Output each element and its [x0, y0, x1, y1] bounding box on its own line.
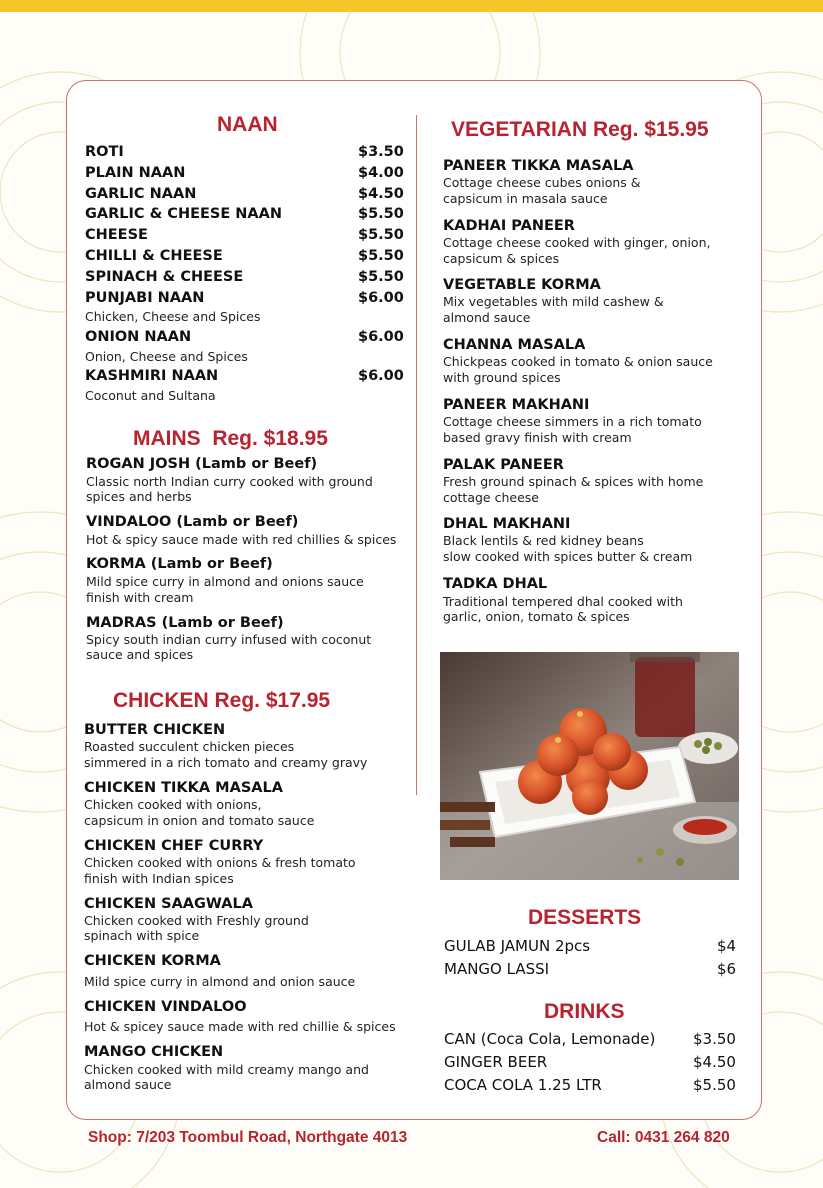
chicken-item-desc: Chicken cooked with onions & fresh tomato [84, 855, 356, 870]
dessert-item-price: $6 [717, 960, 737, 978]
vegetarian-item-name: PANEER TIKKA MASALA [443, 158, 634, 174]
chicken-item-desc: Chicken cooked with Freshly ground [84, 913, 309, 928]
vegetarian-item-name: CHANNA MASALA [443, 337, 586, 353]
vegetarian-item-desc: Mix vegetables with mild cashew & [443, 294, 664, 309]
naan-item-price: $6.00 [358, 368, 404, 384]
naan-item-price: $6.00 [358, 290, 404, 306]
chicken-item-name: CHICKEN SAAGWALA [84, 896, 253, 912]
chicken-item-desc: Chicken cooked with mild creamy mango and [84, 1062, 369, 1077]
chicken-item-desc: simmered in a rich tomato and creamy gravy [84, 755, 368, 770]
mains-item-name: KORMA (Lamb or Beef) [86, 556, 273, 572]
vegetarian-heading: VEGETARIAN Reg. $15.95 [451, 118, 709, 141]
mains-item-desc: Hot & spicy sauce made with red chillies & spices [86, 532, 397, 547]
chicken-heading: CHICKEN Reg. $17.95 [113, 689, 331, 712]
chicken-item-desc: capsicum in onion and tomato sauce [84, 813, 315, 828]
dessert-item-name: GULAB JAMUN 2pcs [444, 937, 591, 955]
footer-address: Shop: 7/203 Toombul Road, Northgate 4013 [88, 1129, 408, 1146]
mains-item-desc: sauce and spices [86, 647, 194, 662]
chicken-item-name: BUTTER CHICKEN [84, 722, 226, 738]
vegetarian-item-desc: cottage cheese [443, 490, 539, 505]
vegetarian-item-name: PALAK PANEER [443, 457, 564, 473]
drinks-heading: DRINKS [544, 1000, 625, 1023]
vegetarian-item-desc: Cottage cheese simmers in a rich tomato [443, 414, 702, 429]
naan-item-name: SPINACH & CHEESE [85, 269, 244, 285]
dessert-item-name: MANGO LASSI [444, 960, 550, 978]
naan-item-price: $4.00 [358, 165, 404, 181]
vegetarian-item-desc: Cottage cheese cubes onions & [443, 175, 641, 190]
mains-item-name: ROGAN JOSH (Lamb or Beef) [86, 456, 318, 472]
naan-item-price: $4.50 [358, 186, 404, 202]
gulab-jamun-photo [440, 652, 739, 880]
vegetarian-item-desc: almond sauce [443, 310, 531, 325]
mains-item-name: VINDALOO (Lamb or Beef) [86, 514, 299, 530]
mains-item-desc: finish with cream [86, 590, 194, 605]
drink-item-name: GINGER BEER [444, 1053, 548, 1071]
naan-item-name: ONION NAAN [85, 329, 192, 345]
vegetarian-item-desc: capsicum in masala sauce [443, 191, 608, 206]
vegetarian-item-desc: slow cooked with spices butter & cream [443, 549, 693, 564]
vegetarian-item-desc: based gravy finish with cream [443, 430, 632, 445]
vegetarian-item-desc: capsicum & spices [443, 251, 560, 266]
chicken-item-name: CHICKEN TIKKA MASALA [84, 780, 283, 796]
naan-item-name: ROTI [85, 144, 124, 160]
naan-item-name: GARLIC NAAN [85, 186, 197, 202]
naan-item-name: KASHMIRI NAAN [85, 368, 219, 384]
naan-item-name: PLAIN NAAN [85, 165, 186, 181]
mains-item-name: MADRAS (Lamb or Beef) [86, 615, 284, 631]
vegetarian-item-desc: with ground spices [443, 370, 561, 385]
dessert-item-price: $4 [717, 937, 737, 955]
naan-item-desc: Chicken, Cheese and Spices [85, 309, 261, 324]
mains-item-desc: spices and herbs [86, 489, 192, 504]
top-accent-bar [0, 0, 823, 12]
chicken-item-desc: Roasted succulent chicken pieces [84, 739, 295, 754]
naan-item-price: $5.50 [358, 206, 404, 222]
chicken-item-desc: almond sauce [84, 1077, 172, 1092]
naan-item-desc: Coconut and Sultana [85, 388, 216, 403]
vegetarian-item-desc: Black lentils & red kidney beans [443, 533, 644, 548]
chicken-item-name: CHICKEN CHEF CURRY [84, 838, 264, 854]
drink-item-price: $4.50 [693, 1053, 736, 1071]
naan-item-price: $6.00 [358, 329, 404, 345]
mains-item-desc: Classic north Indian curry cooked with ground [86, 474, 373, 489]
drink-item-name: CAN (Coca Cola, Lemonade) [444, 1030, 656, 1048]
vegetarian-item-desc: Chickpeas cooked in tomato & onion sauce [443, 354, 713, 369]
vegetarian-item-desc: Traditional tempered dhal cooked with [443, 594, 683, 609]
chicken-item-desc: Chicken cooked with onions, [84, 797, 262, 812]
naan-item-price: $5.50 [358, 227, 404, 243]
chicken-item-name: CHICKEN KORMA [84, 953, 221, 969]
naan-item-name: GARLIC & CHEESE NAAN [85, 206, 283, 222]
vegetarian-item-desc: Cottage cheese cooked with ginger, onion, [443, 235, 711, 250]
drink-item-price: $3.50 [693, 1030, 736, 1048]
mains-item-desc: Mild spice curry in almond and onions sauce [86, 574, 364, 589]
desserts-heading: DESSERTS [528, 906, 642, 929]
column-divider [416, 115, 417, 795]
naan-item-name: PUNJABI NAAN [85, 290, 205, 306]
naan-item-price: $3.50 [358, 144, 404, 160]
naan-item-name: CHEESE [85, 227, 148, 243]
naan-item-price: $5.50 [358, 248, 404, 264]
naan-item-price: $5.50 [358, 269, 404, 285]
chicken-item-desc: finish with Indian spices [84, 871, 234, 886]
drink-item-name: COCA COLA 1.25 LTR [444, 1076, 602, 1094]
vegetarian-item-name: TADKA DHAL [443, 576, 548, 592]
chicken-item-desc: spinach with spice [84, 928, 200, 943]
vegetarian-item-name: DHAL MAKHANI [443, 516, 571, 532]
mains-item-desc: Spicy south indian curry infused with coconut [86, 632, 372, 647]
chicken-item-desc: Mild spice curry in almond and onion sauce [84, 974, 356, 989]
vegetarian-item-name: VEGETABLE KORMA [443, 277, 601, 293]
drink-item-price: $5.50 [693, 1076, 736, 1094]
vegetarian-item-desc: garlic, onion, tomato & spices [443, 609, 630, 624]
chicken-item-name: MANGO CHICKEN [84, 1044, 224, 1060]
chicken-item-desc: Hot & spicey sauce made with red chillie & spices [84, 1019, 396, 1034]
chicken-item-name: CHICKEN VINDALOO [84, 999, 247, 1015]
naan-item-desc: Onion, Cheese and Spices [85, 349, 248, 364]
footer-phone[interactable]: Call: 0431 264 820 [597, 1129, 730, 1146]
mains-heading: MAINS Reg. $18.95 [133, 427, 328, 450]
vegetarian-item-desc: Fresh ground spinach & spices with home [443, 474, 704, 489]
vegetarian-item-name: PANEER MAKHANI [443, 397, 590, 413]
vegetarian-item-name: KADHAI PANEER [443, 218, 575, 234]
naan-item-name: CHILLI & CHEESE [85, 248, 223, 264]
naan-heading: NAAN [217, 113, 278, 136]
